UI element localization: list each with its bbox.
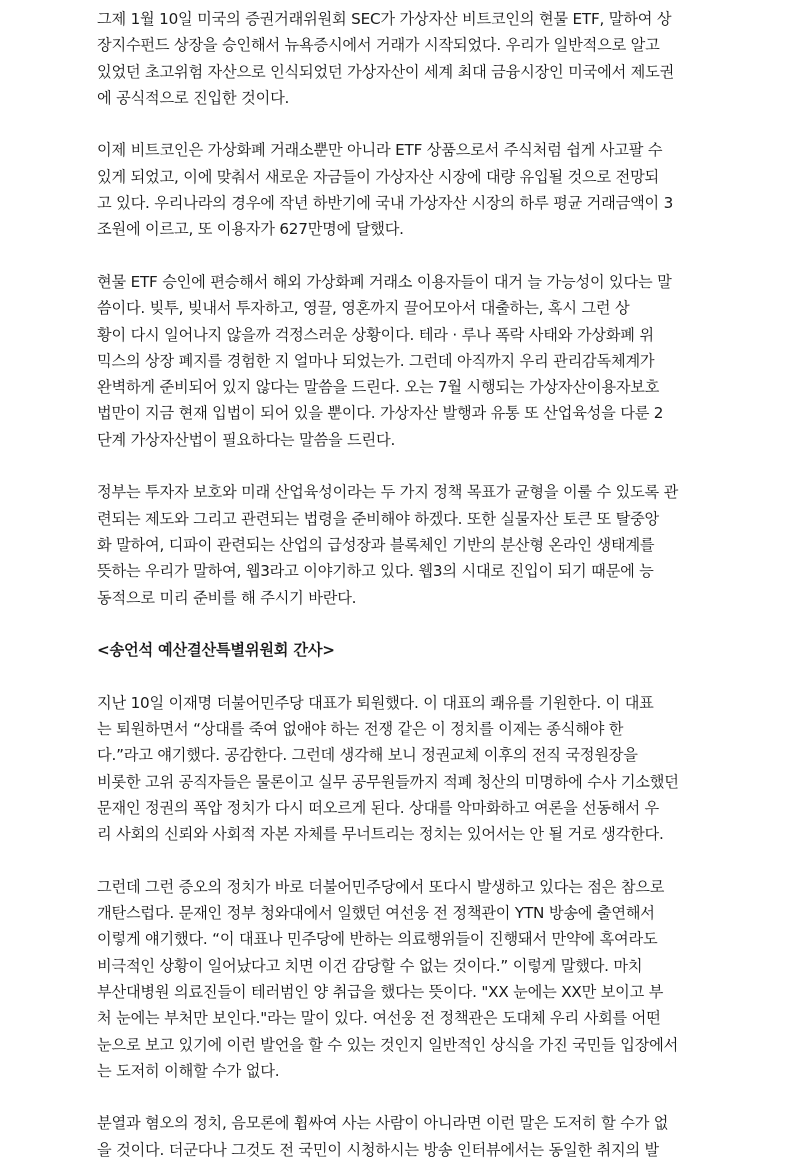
paragraph-2 [97, 137, 700, 242]
text-line: 에 공식적으로 진입한 것이다. [97, 88, 290, 107]
text-line: 리 사회의 신뢰와 사회적 자본 자체를 무너트리는 정치는 있어서는 안 될 거로 생각한다. [97, 825, 664, 844]
text-line: 처 눈에는 부처만 보인다."라는 말이 있다. 여선웅 전 정책관은 도대체 우리 사회를 어떤 [97, 1009, 661, 1028]
text-line: 개탄스럽다. 문재인 정부 청와대에서 일했던 여선웅 전 정책관이 YTN 방송에 출연해서 [97, 904, 655, 923]
text-line: 다.”라고 얘기했다. 공감한다. 그런데 생각해 보니 정권교체 이후의 전직 국정원장을 [97, 746, 638, 765]
text-line: 는 퇴원하면서 “상대를 죽여 없애야 하는 전쟁 같은 이 정치를 이제는 종식해야 한 [97, 720, 624, 739]
text-line: 씀이다. 빚투, 빚내서 투자하고, 영끌, 영혼까지 끌어모아서 대출하는, 혹시 그런 상 [97, 299, 630, 318]
text-line: 문재인 정권의 폭압 정치가 다시 떠오르게 된다. 상대를 악마화하고 여론을 선동해서 우 [97, 798, 660, 817]
paragraph-5 [97, 690, 700, 848]
text-line: 믹스의 상장 폐지를 경험한 지 얼마나 되었는가. 그런데 아직까지 우리 관리감독체계가 [97, 351, 655, 370]
paragraph-6 [97, 874, 700, 1084]
text-line: 련되는 제도와 그리고 관련되는 법령을 준비해야 하겠다. 또한 실물자산 토큰 또 탈중앙 [97, 509, 660, 528]
text-line: 황이 다시 일어나지 않을까 걱정스러운 상황이다. 테라 · 루나 폭락 사태와 가상화폐 위 [97, 325, 654, 344]
text-line: 뜻하는 우리가 말하여, 웹3라고 이야기하고 있다. 웹3의 시대로 진입이 되기 때문에 능 [97, 562, 654, 581]
text-line: 그런데 그런 증오의 정치가 바로 더불어민주당에서 또다시 발생하고 있다는 점은 참으로 [97, 877, 665, 896]
text-line: 부산대병원 의료진들이 테러범인 양 취급을 했다는 뜻이다. "XX 눈에는 XX만 보이고 부 [97, 982, 664, 1001]
paragraph-7 [97, 1110, 700, 1163]
text-line: 조원에 이르고, 또 이용자가 627만명에 달했다. [97, 220, 404, 239]
text-line: 화 말하여, 디파이 관련되는 산업의 급성장과 블록체인 기반의 분산형 온라인 생태계를 [97, 535, 655, 554]
text-line: 장지수펀드 상장을 승인해서 뉴욕증시에서 거래가 시작되었다. 우리가 일반적으로 알고 [97, 36, 660, 55]
paragraph-3 [97, 269, 700, 453]
text-line: 그제 1월 10일 미국의 증권거래위원회 SEC가 가상자산 비트코인의 현물 ETF, 말하여 상 [97, 10, 672, 28]
text-line: 있게 되었고, 이에 맞춰서 새로운 자금들이 가상자산 시장에 대량 유입될 것으로 전망되 [97, 167, 660, 186]
text-line: 이렇게 얘기했다. “이 대표나 민주당에 반하는 의료행위들이 진행돼서 만약에 혹여라도 [97, 930, 658, 949]
text-line: 완벽하게 준비되어 있지 않다는 말씀을 드린다. 오는 7월 시행되는 가상자산이용자보호 [97, 378, 660, 397]
text-line: 비롯한 고위 공직자들은 물론이고 실무 공무원들까지 적폐 청산의 미명하에 수사 기소했던 [97, 772, 679, 791]
text-line: 눈으로 보고 있기에 이런 발언을 할 수 있는 것인지 일반적인 상식을 가진 국민들 입장에서 [97, 1035, 679, 1054]
text-line: 법만이 지금 현재 입법이 되어 있을 뿐이다. 가상자산 발행과 유통 또 산업육성을 다룬 2 [97, 404, 664, 423]
document-page [97, 6, 700, 1163]
paragraph-1 [97, 6, 700, 111]
text-line: 있었던 초고위험 자산으로 인식되었던 가상자산이 세계 최대 금융시장인 미국에서 제도권 [97, 62, 675, 81]
paragraph-4 [97, 479, 700, 610]
text-line: 지난 10일 이재명 더불어민주당 대표가 퇴원했다. 이 대표의 쾌유를 기원한다. 이 대표 [97, 693, 654, 712]
text-line: 비극적인 상황이 일어났다고 치면 이건 감당할 수 없는 것이다.” 이렇게 말했다. 마치 [97, 956, 643, 975]
text-line: 는 도저히 이해할 수가 없다. [97, 1061, 280, 1080]
text-line: 을 것이다. 더군다나 그것도 전 국민이 시청하시는 방송 인터뷰에서는 동일한 취지의 발 [97, 1140, 660, 1159]
section-heading: <송언석 예산결산특별위원회 간사> [97, 641, 335, 660]
text-line: 이제 비트코인은 가상화폐 거래소뿐만 아니라 ETF 상품으로서 주식처럼 쉽게 사고팔 수 [97, 141, 663, 160]
text-line: 현물 ETF 승인에 편승해서 해외 가상화폐 거래소 이용자들이 대거 늘 가능성이 있다는 말 [97, 272, 672, 291]
text-line: 분열과 혐오의 정치, 음모론에 휩싸여 사는 사람이 아니라면 이런 말은 도저히 할 수가 없 [97, 1114, 669, 1133]
text-line: 단계 가상자산법이 필요하다는 말씀을 드린다. [97, 430, 396, 449]
text-line: 고 있다. 우리나라의 경우에 작년 하반기에 국내 가상자산 시장의 하루 평균 거래금액이 3 [97, 194, 674, 213]
text-line: 정부는 투자자 보호와 미래 산업육성이라는 두 가지 정책 목표가 균형을 이룰 수 있도록 관 [97, 483, 679, 502]
text-line: 동적으로 미리 준비를 해 주시기 바란다. [97, 588, 357, 607]
